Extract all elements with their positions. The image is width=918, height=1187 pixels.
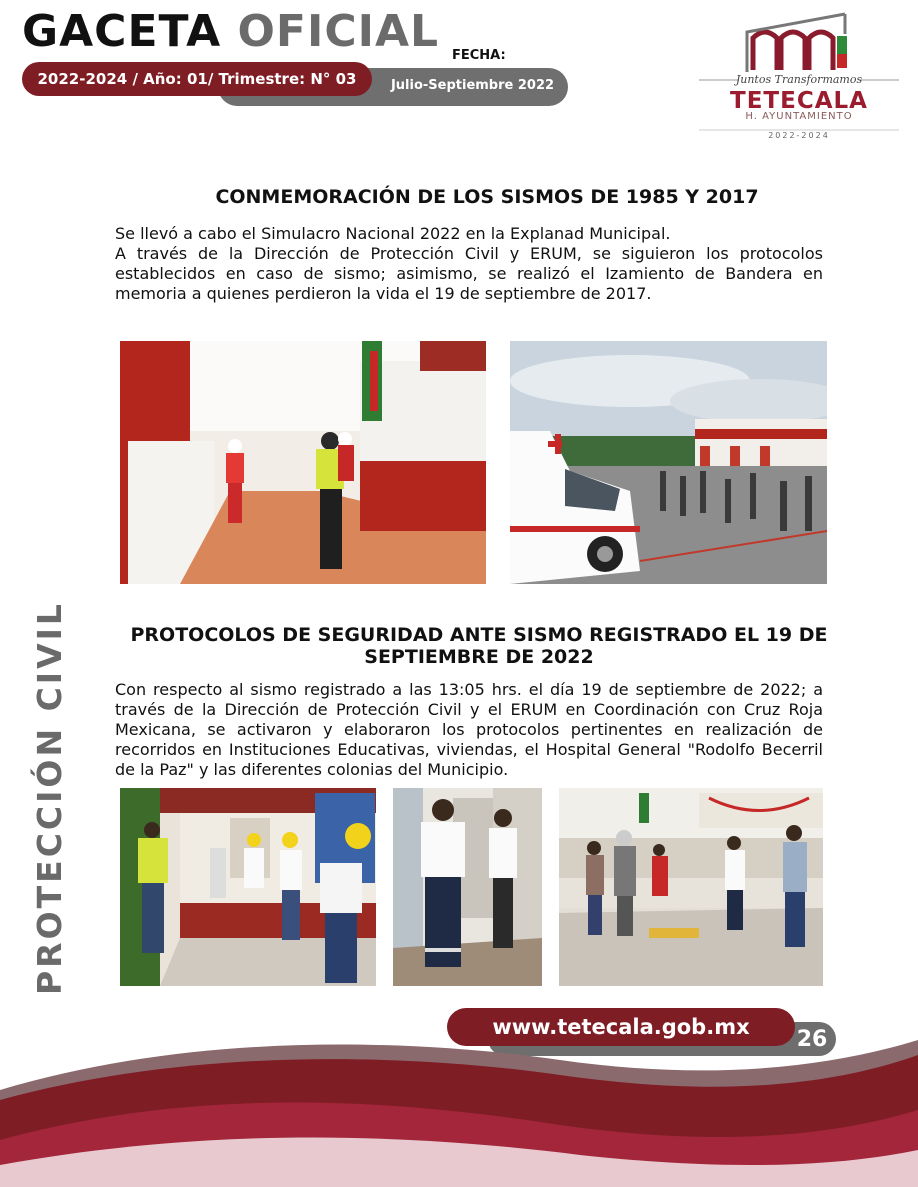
photo-school-patio <box>559 788 823 986</box>
photo-corridor-simulacro <box>120 341 486 584</box>
section1-line1: Se llevó a cabo el Simulacro Nacional 2022 en la Explanad Municipal. <box>115 224 671 243</box>
date-value: Julio-Septiembre 2022 <box>390 78 555 93</box>
logo-subtitle: H. AYUNTAMIENTO <box>745 111 853 122</box>
logo-tagline: Juntos Transformamos <box>735 73 863 86</box>
title-part-oficial: OFICIAL <box>237 6 440 57</box>
footer-wave-decoration <box>0 1030 918 1187</box>
gazette-title <box>22 6 439 57</box>
side-label-proteccion-civil: PROTECCIÓN CIVIL <box>30 601 69 995</box>
period-pill: 2022-2024 / Año: 01/ Trimestre: N° 03 <box>22 62 372 96</box>
title-part-gaceta: GACETA <box>22 6 222 57</box>
photo-ambulance-plaza <box>510 341 827 584</box>
website-link[interactable]: www.tetecala.gob.mx <box>447 1008 795 1046</box>
fecha-label: FECHA: <box>452 48 506 63</box>
logo-name: TETECALA <box>730 88 868 114</box>
photo-paramedics-door <box>393 788 542 986</box>
section2-title <box>115 624 843 668</box>
section2-body: Con respecto al sismo registrado a las 13:05 hrs. el día 19 de septiembre de 2022; a través de la Dirección de Protección Civil y el ERUM en Coordinación con Cruz Roja Mexicana, se activaron y elaboraron los protocolos pertinentes en realización de recorridos en Instituciones Educativas, viviendas, el Hospital General "Rodolfo Becerril de la Paz" y las diferentes colonias del Municipio. <box>115 680 823 779</box>
section1-title: CONMEMORACIÓN DE LOS SISMOS DE 1985 Y 2017 <box>215 186 759 208</box>
section1-body <box>115 224 823 304</box>
section2-title-line1: PROTOCOLOS DE SEGURIDAD ANTE SISMO REGISTRADO EL 19 DE <box>130 624 828 646</box>
section2-title-line2: SEPTIEMBRE DE 2022 <box>364 646 594 668</box>
logo-years: 2022-2024 <box>768 131 830 140</box>
section1-line2: A través de la Dirección de Protección Civil y ERUM, se siguieron los protocolos establecidos en caso de sismo; asimismo, se realizó el Izamiento de Bandera en memoria a quienes perdieron la vida el 19 de septiembre de 2017. <box>115 244 823 303</box>
photo-school-inspection <box>120 788 376 986</box>
page-number: 26 <box>796 1026 828 1052</box>
